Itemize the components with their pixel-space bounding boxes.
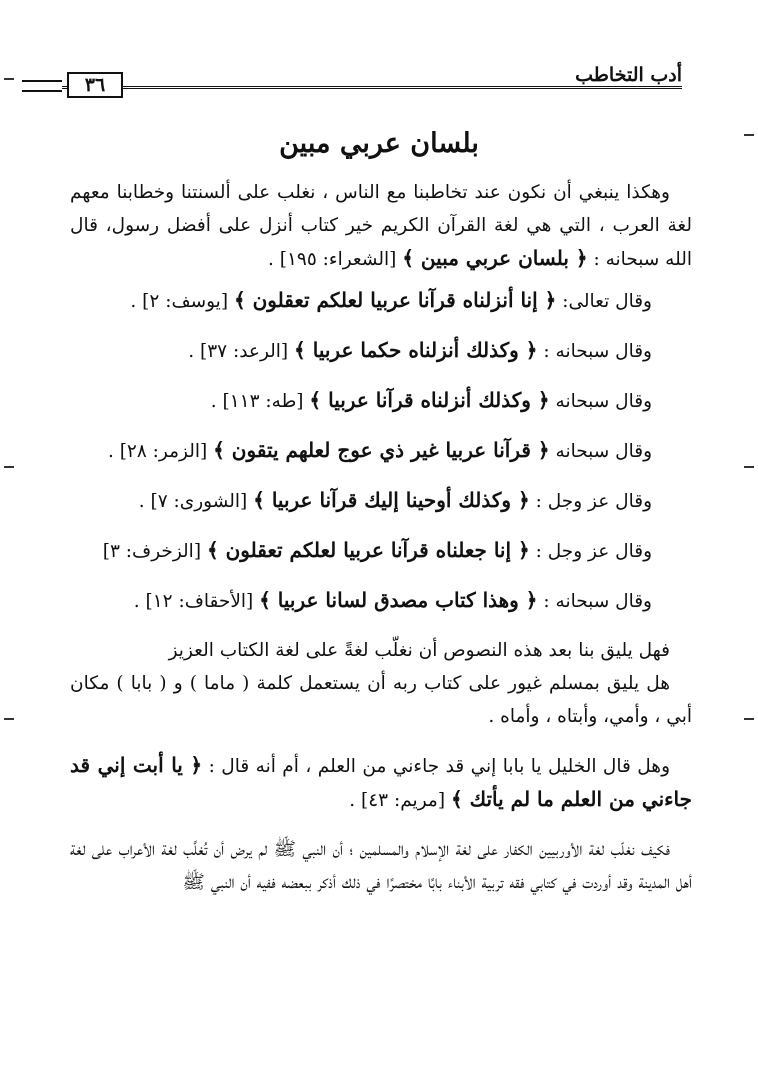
verse-reference: [الزخرف: ٣] — [102, 541, 202, 562]
quran-verse: ﴿ يا أبت إني قد جاءني من العلم ما لم يأتك ﴾ — [70, 753, 692, 811]
verse-lead: وقال سبحانه — [555, 391, 652, 412]
margin-mark — [4, 78, 14, 80]
verse-lead: وقال سبحانه : — [543, 341, 652, 362]
verse-line — [70, 434, 692, 468]
verse-reference: [طه: ١١٣] . — [210, 391, 304, 412]
verse-line — [70, 534, 692, 568]
page-body — [70, 176, 692, 899]
verse-lead: وقال عز وجل : — [535, 491, 652, 512]
quran-verse: ﴿ إنا أنزلناه قرآنا عربيا لعلكم تعقلون ﴾ — [233, 288, 557, 312]
verse-reference: [الشعراء: ١٩٥] . — [267, 249, 397, 270]
quran-verse: ﴿ وكذلك أنزلناه حكما عربيا ﴾ — [294, 338, 538, 362]
paragraph-text: وهل قال الخليل يا بابا إني قد جاءني من العلم ، أم أنه قال : — [208, 756, 670, 777]
quran-verse: ﴿ وكذلك أوحينا إليك قرآنا عربيا ﴾ — [253, 488, 530, 512]
verse-line — [70, 584, 692, 618]
verse-reference: [الرعد: ٣٧] . — [188, 341, 289, 362]
intro-paragraph — [70, 176, 692, 276]
verse-lead: وقال سبحانه : — [543, 591, 652, 612]
page-header — [62, 62, 682, 102]
verse-line — [70, 484, 692, 518]
margin-mark — [744, 134, 754, 136]
verse-lead: وقال سبحانه — [555, 441, 652, 462]
quran-verse: ﴿ إنا جعلناه قرآنا عربيا لعلكم تعقلون ﴾ — [206, 538, 530, 562]
quran-verse: ﴿ قرآنا عربيا غير ذي عوج لعلهم يتقون ﴾ — [213, 438, 550, 462]
margin-mark — [744, 466, 754, 468]
verse-reference: [الزمر: ٢٨] . — [107, 441, 208, 462]
verse-lead: وقال تعالى: — [562, 291, 652, 312]
header-ornament — [22, 80, 62, 92]
quran-verse: ﴿ بلسان عربي مبين ﴾ — [402, 246, 588, 270]
paragraph — [70, 749, 692, 817]
verse-reference: [الشورى: ٧] . — [138, 491, 248, 512]
verse-reference: [يوسف: ٢] . — [130, 291, 229, 312]
verse-line — [70, 334, 692, 368]
book-title: أدب التخاطب — [575, 64, 682, 86]
intro-text: وهكذا ينبغي أن نكون عند تخاطبنا مع الناس ، نغلب على ألسنتنا وخطابنا معهم لغة العرب ، التي هي لغة القرآن الكريم خير كتاب أنزل على أفضل رسول، قال الله سبحانه : — [70, 182, 692, 270]
verse-reference: [الأحقاف: ١٢] . — [133, 591, 254, 612]
verse-line — [70, 284, 692, 318]
header-rule — [62, 86, 682, 89]
verse-lead: وقال عز وجل : — [535, 541, 652, 562]
quran-verse: ﴿ وكذلك أنزلناه قرآنا عربيا ﴾ — [309, 388, 550, 412]
margin-mark — [744, 718, 754, 720]
margin-mark — [4, 466, 14, 468]
section-title: بلسان عربي مبين — [279, 128, 479, 159]
quran-verse: ﴿ وهذا كتاب مصدق لسانا عربيا ﴾ — [259, 588, 538, 612]
paragraph: فكيف نغلّب لغة الأوربيين الكفار على لغة الإسلام والمسلمين ؛ أن النبي ﷺ لم يرض أن تُغلَّب لغة الأعراب على لغة أهل المدينة وقد أوردت في كتابي فقه تربية الأبناء بابًا مختصرًا في ذلك أذكر ببعضه ففيه أن النبي ﷺ — [70, 839, 692, 893]
paragraph: هل يليق بمسلم غيور على كتاب ربه أن يستعمل كلمة ( ماما ) و ( بابا ) مكان أبي ، وأمي، وأبتاه ، وأماه . — [70, 673, 692, 727]
verse-line — [70, 384, 692, 418]
paragraph: فهل يليق بنا بعد هذه النصوص أن نغلّب لغةً على لغة الكتاب العزيز — [168, 640, 670, 661]
page-number: ٣٦ — [67, 72, 123, 98]
margin-mark — [4, 718, 14, 720]
verse-reference: [مريم: ٤٣] . — [349, 790, 446, 811]
